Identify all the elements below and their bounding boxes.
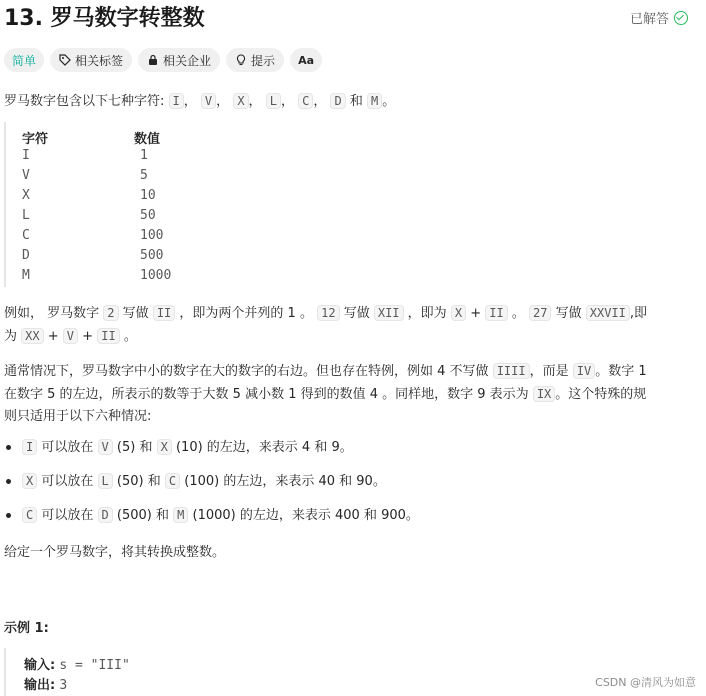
symbol-code: M [367,93,382,109]
table-cell-value: 10 [140,188,156,203]
inline-code: XXVII [586,305,630,321]
table-cell-value: 500 [140,248,164,263]
difficulty-badge[interactable]: 简单 [4,48,44,72]
symbol-code: C [298,93,313,109]
watermark: CSDN @清风为如意 [595,676,696,689]
related-companies-button[interactable]: 相关企业 [138,48,220,72]
table-cell-value: 5 [140,168,148,183]
inline-code: II [97,328,119,344]
tag-icon [59,54,71,66]
solved-status [630,8,688,27]
inline-code: II [153,305,175,321]
related-tags-button[interactable]: 相关标签 [50,48,132,72]
table-cell-symbol: D [22,248,30,263]
symbol-code: V [201,93,216,109]
symbol-code: D [330,93,345,109]
inline-code: 2 [103,305,118,321]
task-paragraph: 给定一个罗马数字，将其转换成整数。 [4,545,226,560]
inline-code: X [451,305,466,321]
table-cell-symbol: X [22,188,30,203]
table-cell-symbol: L [22,208,30,223]
table-cell-value: 100 [140,228,164,243]
symbol-code: L [266,93,281,109]
table-cell-symbol: I [22,148,30,163]
inline-code: IIII [493,363,530,379]
inline-code: XII [374,305,404,321]
translate-icon: Aa [298,53,314,67]
inline-code: II [485,305,507,321]
table-header-symbol: 字符 [22,132,49,147]
example-output: 输出: 3 [24,678,68,693]
example-input: 输入: s = "III" [24,658,130,673]
table-header-value: 数值 [134,132,161,147]
table-cell-value: 1 [140,148,148,163]
translate-button[interactable] [290,48,322,72]
symbol-value-table [4,122,306,287]
table-cell-symbol: M [22,268,30,283]
inline-code: 12 [317,305,339,321]
symbol-code: I [169,93,184,109]
example-title: 示例 1: [4,621,49,636]
lightbulb-icon [235,54,247,66]
list-item: I 可以放在 V (5) 和 X (10) 的左边，来表示 4 和 9。 [4,436,419,459]
list-item: X 可以放在 L (50) 和 C (100) 的左边，来表示 40 和 90。 [4,470,419,493]
hint-button[interactable]: 提示 [226,48,284,72]
intro-paragraph: 罗马数字包含以下七种字符: I ， V ， X ， L ， C ， D 和 M 。 [4,94,396,109]
solved-label: 已解答 [629,12,669,27]
table-cell-value: 1000 [140,268,172,283]
tag-bar [4,48,322,72]
table-cell-value: 50 [140,208,156,223]
problem-title: 13. 罗马数字转整数 [4,6,205,31]
inline-code: IX [533,386,555,402]
inline-code: XX [21,328,43,344]
inline-code: IV [573,363,595,379]
inline-code: 27 [529,305,551,321]
check-circle-icon [674,11,688,25]
lock-icon [147,54,159,66]
inline-code: V [63,328,78,344]
symbol-code: X [233,93,248,109]
example-paragraph: 例如， 罗马数字 2 写做 II ，即为两个并列的 1 。 12 写做 XII ，即为 X + II 。 27 写做 XXVII ,即 为 XX + V + II 。 [4,306,648,344]
example-block [4,648,306,696]
rules-list [4,436,419,538]
list-item: C 可以放在 D (500) 和 M (1000) 的左边，来表示 400 和 900。 [4,504,419,527]
special-case-paragraph: 通常情况下，罗马数字中小的数字在大的数字的右边。但也存在特例，例如 4 不写做 IIII ，而是 IV 。数字 1 在数字 5 的左边，所表示的数等于大数 5 减小数 1 得到的数值 4 。同样地，数字 9 表示为 IX 。这个特殊的规 则只适用于以下六种情况: [4,364,647,424]
table-cell-symbol: V [22,168,30,183]
table-cell-symbol: C [22,228,30,243]
